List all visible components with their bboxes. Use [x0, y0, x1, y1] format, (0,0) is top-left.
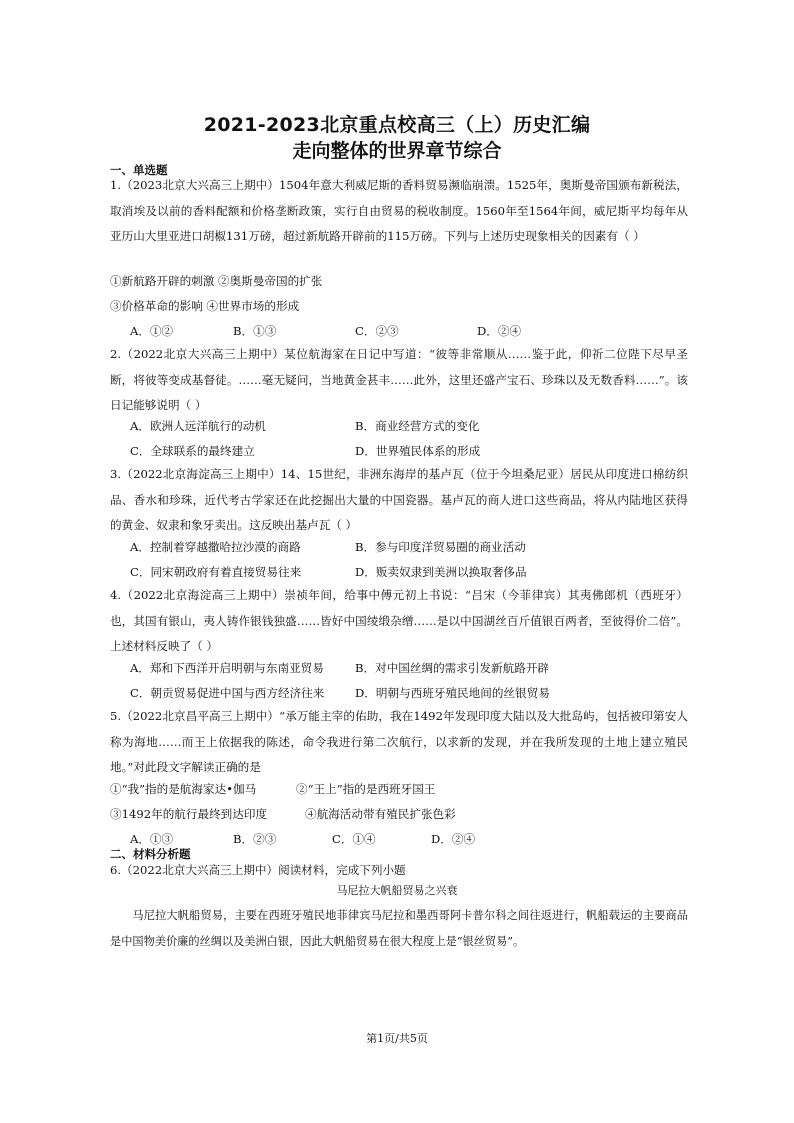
question-3-option-a: A．控制着穿越撒哈拉沙漠的商路 — [130, 540, 301, 554]
question-1-option-b: B．①③ — [233, 324, 277, 338]
question-2-option-a: A．欧洲人远洋航行的动机 — [130, 419, 266, 433]
question-5-item-3: ③1492年的航行最终到达印度 — [110, 807, 268, 821]
page-title: 2021-2023北京重点校高三（上）历史汇编 — [203, 114, 591, 136]
question-5-option-b: B．②③ — [233, 832, 277, 846]
material-title: 马尼拉大帆船贸易之兴衰 — [336, 884, 458, 897]
section-heading-single-choice: 一、单选题 — [110, 163, 168, 177]
question-5-stem: 5.（2022北京昌平高三上期中）“承万能主宰的佑助，我在1492年发现印度大陆以及大批岛屿，包括被印第安人称为海地……而王上依据我的陈述，命令我进行第二次航行，以求新的发现，并在我所发现的土地上建立殖民地。”对此段文字解读正确的是 — [110, 709, 688, 774]
question-2-option-b: B．商业经营方式的变化 — [355, 419, 480, 433]
question-5-option-c: C．①④ — [332, 832, 376, 846]
question-1-option-d: D．②④ — [477, 324, 522, 338]
question-5-item-2: ②“王上”指的是西班牙国王 — [296, 782, 436, 796]
question-4-option-c: C．朝贡贸易促进中国与西方经济往来 — [130, 686, 325, 700]
page-subtitle: 走向整体的世界章节综合 — [292, 140, 502, 162]
question-5-item-4: ④航海活动带有殖民扩张色彩 — [305, 807, 456, 821]
question-4-option-d: D．明朝与西班牙殖民地间的丝银贸易 — [355, 686, 550, 700]
question-3-option-c: C．同宋朝政府有着直接贸易往来 — [130, 565, 302, 579]
question-3-option-d: D．贩卖奴隶到美洲以换取奢侈品 — [355, 565, 527, 579]
question-2-option-c: C．全球联系的最终建立 — [130, 444, 255, 458]
question-1-stem: 1.（2023北京大兴高三上期中）1504年意大利威尼斯的香料贸易濒临崩溃。1525年，奥斯曼帝国颁布新税法，取消埃及以前的香料配额和价格垄断政策，实行自由贸易的税收制度。1560年至1564年间，威尼斯平均每年从亚历山大里亚进口胡椒131万磅，超过新航路开辟前的115万磅。下列与上述历史现象相关的因素有（ ） — [110, 178, 688, 243]
section-heading-material-analysis: 二、材料分析题 — [110, 847, 191, 861]
question-1-option-a: A．①② — [130, 324, 174, 338]
question-1-items-line1: ①新航路开辟的刺激 ②奥斯曼帝国的扩张 — [110, 274, 323, 288]
question-3-stem: 3.（2022北京海淀高三上期中）14、15世纪，非洲东海岸的基卢瓦（位于今坦桑尼亚）居民从印度进口棉纺织品、香水和珍珠，近代考古学家还在此挖掘出大量的中国瓷器。基卢瓦的商人进口这些商品，将从内陆地区获得的黄金、奴隶和象牙卖出。这反映出基卢瓦（ ） — [110, 467, 688, 532]
question-5-option-d: D．②④ — [431, 832, 476, 846]
question-4-option-b: B．对中国丝绸的需求引发新航路开辟 — [355, 661, 550, 675]
material-text: 马尼拉大帆船贸易，主要在西班牙殖民地菲律宾马尼拉和墨西哥阿卡普尔科之间往返进行，帆船载运的主要商品是中国物美价廉的丝绸以及美洲白银，因此大帆船贸易在很大程度上是“银丝贸易”。 — [110, 909, 688, 948]
question-2-option-d: D．世界殖民体系的形成 — [355, 444, 481, 458]
question-6-stem: 6.（2022北京大兴高三上期中）阅读材料，完成下列小题 — [110, 863, 406, 877]
question-1-option-c: C．②③ — [355, 324, 399, 338]
question-4-stem: 4.（2022北京海淀高三上期中）崇祯年间，给事中傅元初上书说：“吕宋（今菲律宾）其夷佛郎机（西班牙）也，其国有银山，夷人铸作银钱独盛……皆好中国绫缎杂缯……是以中国湖丝百斤值银百两者，至彼得价二倍”。上述材料反映了（ ） — [110, 588, 688, 653]
question-1-items-line2: ③价格革命的影响 ④世界市场的形成 — [110, 299, 300, 313]
question-3-option-b: B．参与印度洋贸易圈的商业活动 — [355, 540, 526, 554]
page-number: 第1页/共5页 — [366, 1032, 428, 1045]
question-5-item-1: ①“我”指的是航海家达•伽马 — [110, 782, 257, 796]
question-5-option-a: A．①③ — [130, 832, 174, 846]
question-4-option-a: A．郑和下西洋开启明朝与东南亚贸易 — [130, 661, 324, 675]
question-2-stem: 2.（2022北京大兴高三上期中）某位航海家在日记中写道：“彼等非常顺从……鉴于此，仰祈二位陛下尽早圣断，将彼等变成基督徒。……毫无疑问，当地黄金甚丰……此外，这里还盛产宝石、珍珠以及无数香料……”。该日记能够说明（ ） — [110, 347, 688, 412]
